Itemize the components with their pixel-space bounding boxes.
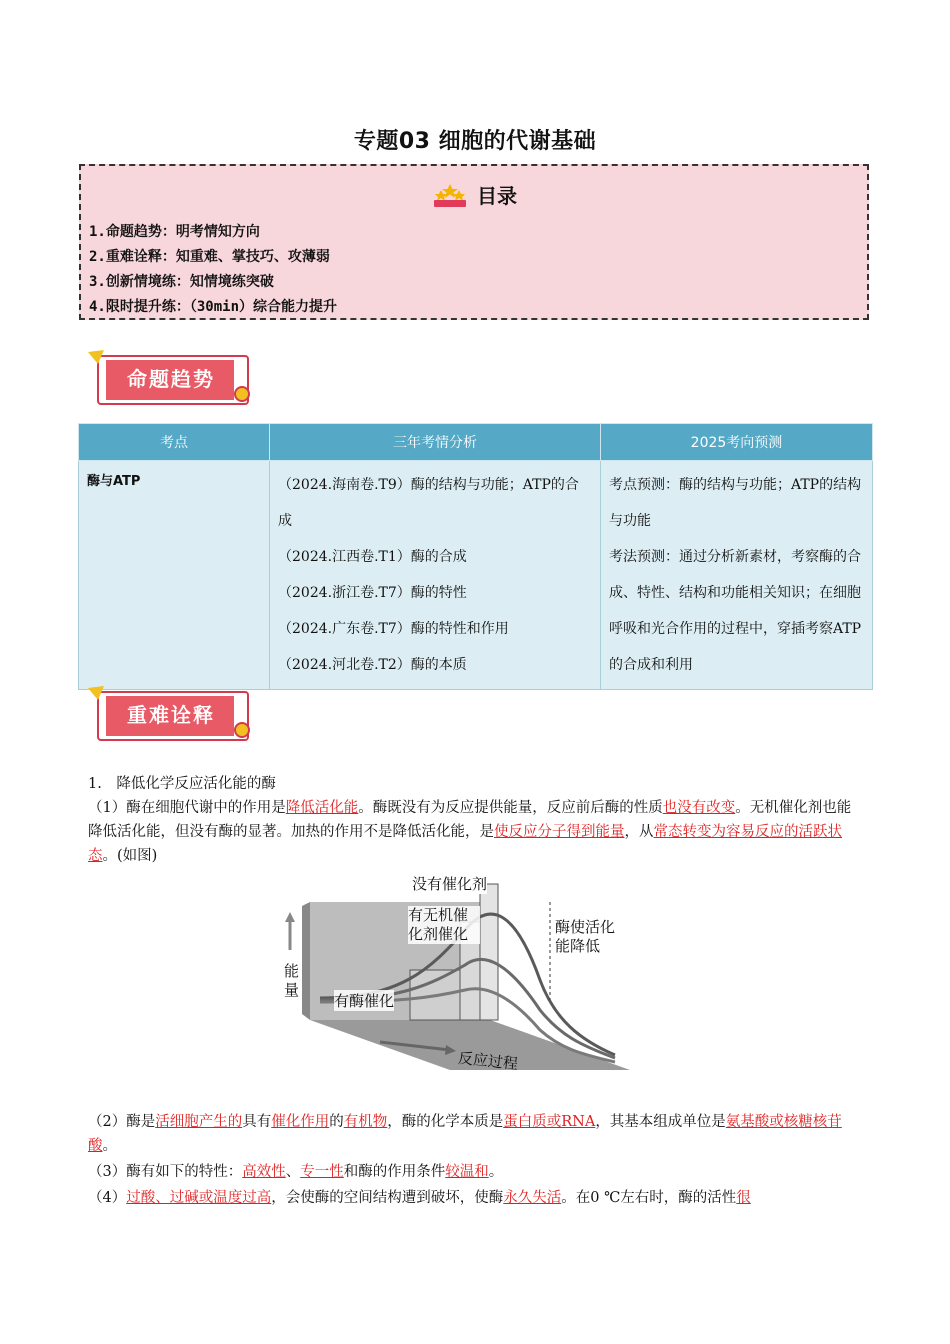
text: 具有: [242, 1114, 272, 1130]
text: ，从: [624, 824, 654, 840]
toc-box: [79, 164, 869, 320]
toc-heading: [81, 180, 867, 214]
exam-trend-table: [78, 423, 873, 690]
text: （1）酶在细胞代谢中的作用是: [88, 800, 286, 816]
text: （3）酶有如下的特性：: [88, 1164, 243, 1180]
figure-label-enzyme: 有酶催化: [334, 992, 395, 1010]
toc-item[interactable]: 4.限时提升练：（30min）综合能力提升: [89, 299, 338, 315]
section-badge-trend: [86, 348, 262, 418]
answer-text: 很: [736, 1190, 751, 1206]
analysis-item: （2024.海南卷.T9）酶的结构与功能；ATP的合成: [278, 477, 579, 529]
analysis-item: （2024.河北卷.T2）酶的本质: [278, 657, 467, 673]
prediction-item: 考点预测：酶的结构与功能；ATP的结构与功能: [609, 477, 862, 529]
toc-item[interactable]: 3.创新情境练：知情境练突破: [89, 274, 274, 290]
paragraph-2: [88, 1110, 864, 1158]
text: ，酶的化学本质是: [387, 1114, 504, 1130]
activation-energy-figure: [280, 870, 630, 1082]
text: （4）: [88, 1190, 127, 1206]
prediction-item: 考法预测：通过分析新素材，考察酶的合成、特性、结构和功能相关知识；在细胞呼吸和光合作用的过程中，穿插考察ATP的合成和利用: [609, 549, 862, 673]
text: 。: [102, 1138, 117, 1154]
figure-label-lower: 酶使活化能降低: [555, 918, 625, 956]
analysis-item: （2024.江西卷.T1）酶的合成: [278, 549, 467, 565]
table-cell-prediction: [601, 461, 873, 690]
text: 的: [329, 1114, 344, 1130]
figure-label-none: 没有催化剂: [412, 875, 488, 893]
answer-text: 高效性: [242, 1164, 286, 1180]
table-cell-analysis: [270, 461, 601, 690]
text: 。酶既没有为反应提供能量，反应前后酶的性质: [358, 800, 663, 816]
table-header: 三年考情分析: [270, 424, 601, 461]
toc-item[interactable]: 2.重难诠释：知重难、掌技巧、攻薄弱: [89, 249, 330, 265]
stars-ribbon-icon: [431, 181, 469, 214]
table-header: 2025考向预测: [601, 424, 873, 461]
answer-text: 活细胞产生的: [155, 1114, 243, 1130]
answer-text: 氨基酸或核糖核苷酸: [88, 1114, 842, 1154]
text: ，会使酶的空间结构遭到破坏，使酶: [271, 1190, 504, 1206]
answer-text: 蛋白质或RNA: [503, 1114, 596, 1130]
answer-text: 永久失活: [503, 1190, 562, 1206]
answer-text: 专一性: [300, 1164, 344, 1180]
toc-list: [89, 220, 337, 320]
analysis-item: （2024.广东卷.T7）酶的特性和作用: [278, 621, 509, 637]
text: 。无机催化剂也能降低活化能，但没有酶的显著。加热的作用不是降低活化能，是: [88, 800, 852, 840]
text: 、: [285, 1164, 301, 1180]
figure-xlabel: 反应过程: [457, 1048, 519, 1074]
table-row: [79, 461, 873, 690]
figure-label-inorganic: 有无机催化剂催化: [408, 906, 480, 944]
answer-text: 催化作用: [271, 1114, 330, 1130]
figure-ylabel: 能量: [284, 962, 300, 999]
text: ，其基本组成单位是: [595, 1114, 726, 1130]
text: 。: [488, 1164, 504, 1180]
answer-text: 也没有改变: [662, 800, 736, 816]
toc-title: 目录: [477, 184, 517, 208]
answer-text: 降低活化能: [285, 800, 359, 816]
answer-text: 较温和: [445, 1164, 489, 1180]
table-cell-topic: 酶与ATP: [79, 461, 270, 690]
text: 和酶的作用条件: [343, 1164, 446, 1180]
section-badge-key: [86, 684, 262, 754]
text: 。(如图): [102, 848, 158, 864]
paragraph-3: [88, 1160, 864, 1184]
answer-text: 常态转变为容易反应的活跃状态: [88, 824, 842, 864]
analysis-item: （2024.浙江卷.T7）酶的特性: [278, 585, 467, 601]
badge-label: 重难诠释: [127, 703, 215, 727]
text: （2）酶是: [88, 1114, 156, 1130]
badge-label: 命题趋势: [127, 367, 215, 391]
paragraph-4: [88, 1186, 864, 1210]
answer-text: 过酸、过碱或温度过高: [126, 1190, 272, 1206]
answer-text: 有机物: [343, 1114, 388, 1130]
toc-item[interactable]: 1.命题趋势：明考情知方向: [89, 224, 260, 240]
page-title: 专题03 细胞的代谢基础: [353, 129, 597, 154]
section-heading: 1. 降低化学反应活化能的酶: [88, 776, 276, 792]
answer-text: 使反应分子得到能量: [494, 824, 625, 840]
table-header: 考点: [79, 424, 270, 461]
paragraph-1: [88, 796, 864, 868]
text: 。在0 ℃左右时，酶的活性: [561, 1190, 737, 1206]
